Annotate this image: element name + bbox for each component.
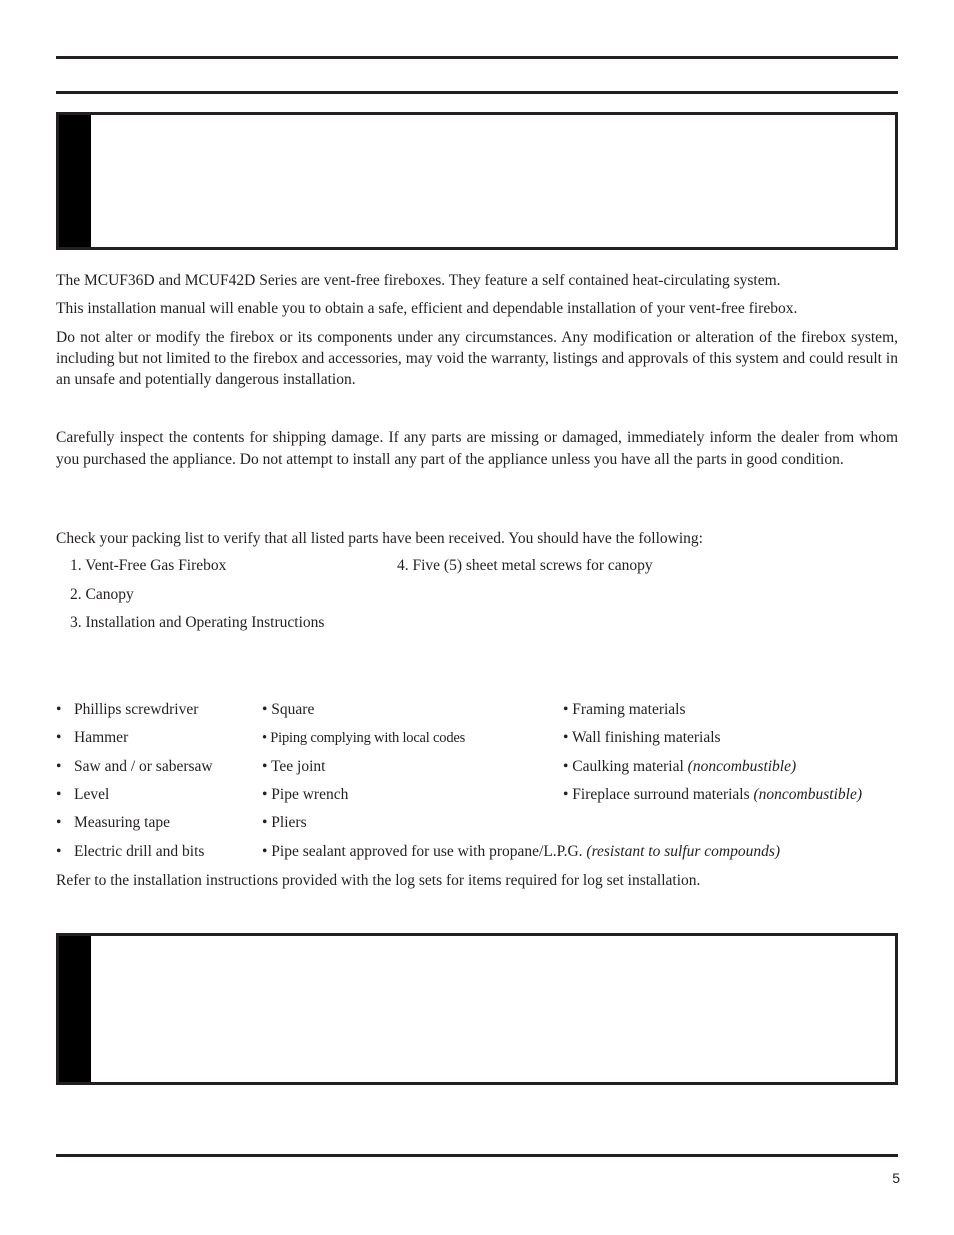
tool-note: (noncombustible) (753, 786, 862, 803)
header-rule-bottom (56, 91, 898, 94)
tool-item-with-note (262, 842, 780, 862)
tool-item: • Pipe sealant approved for use with propane/L.P.G. (262, 843, 583, 860)
tool-bullet: • (56, 758, 62, 775)
tool-item: • Fireplace surround materials (563, 786, 750, 803)
header-rule-top (56, 56, 898, 59)
tool-item-with-note (563, 785, 862, 805)
warning-box-top (56, 112, 898, 250)
warning-bar (59, 936, 91, 1082)
tool-bullet: • (56, 843, 62, 860)
intro-paragraph-2: This installation manual will enable you to obtain a safe, efficient and dependable installation of your vent-free firebox. (56, 300, 798, 317)
tool-bullet: • (56, 729, 62, 746)
tool-bullet: • (56, 814, 62, 831)
tool-item: • Framing materials (563, 701, 686, 718)
inspection-paragraph: Carefully inspect the contents for shipping damage. If any parts are missing or damaged, immediately inform the dealer from whom you purchased the appliance. Do not attempt to install any part of the appliance unless you have all the parts in good condition. (56, 429, 898, 468)
tool-item: • Tee joint (262, 758, 326, 775)
tools-footer: Refer to the installation instructions provided with the log sets for items required for log set installation. (56, 872, 701, 889)
tool-bullet: • (56, 701, 62, 718)
tool-note: (noncombustible) (687, 758, 797, 775)
tool-item: Level (74, 786, 110, 803)
tool-bullet: • (56, 786, 62, 803)
tool-item-with-note (563, 757, 796, 777)
packing-item-1: 1. Vent-Free Gas Firebox (70, 557, 227, 574)
intro-paragraph-1: The MCUF36D and MCUF42D Series are vent-free fireboxes. They feature a self contained heat-circulating system. (56, 272, 781, 289)
tool-item: • Pipe wrench (262, 786, 349, 803)
tool-item: Phillips screwdriver (74, 701, 199, 718)
tool-item: • Piping complying with local codes (262, 730, 466, 746)
packing-item-4: 4. Five (5) sheet metal screws for canopy (397, 557, 653, 574)
warning-box-bottom (56, 933, 898, 1085)
tool-item: • Pliers (262, 814, 307, 831)
intro-paragraph-3: Do not alter or modify the firebox or its components under any circumstances. Any modification or alteration of the firebox system, including but not limited to the firebox and accessories, may void the warranty, listings and approvals of this system and could result in an unsafe and potentially dangerous installation. (56, 329, 898, 388)
page-number: 5 (892, 1170, 900, 1186)
tool-note: (resistant to sulfur compounds) (586, 843, 781, 860)
tool-item: Electric drill and bits (74, 843, 205, 860)
packing-item-3: 3. Installation and Operating Instructions (70, 614, 325, 631)
tool-item: Measuring tape (74, 814, 170, 831)
footer-rule (56, 1154, 898, 1157)
packing-intro: Check your packing list to verify that all listed parts have been received. You should have the following: (56, 530, 703, 547)
tool-item: • Square (262, 701, 315, 718)
tool-item: Hammer (74, 729, 129, 746)
tool-item: • Caulking material (563, 758, 684, 775)
packing-item-2: 2. Canopy (70, 586, 134, 603)
warning-bar (59, 115, 91, 247)
tool-item: • Wall finishing materials (563, 729, 721, 746)
tool-item: Saw and / or sabersaw (74, 758, 213, 775)
